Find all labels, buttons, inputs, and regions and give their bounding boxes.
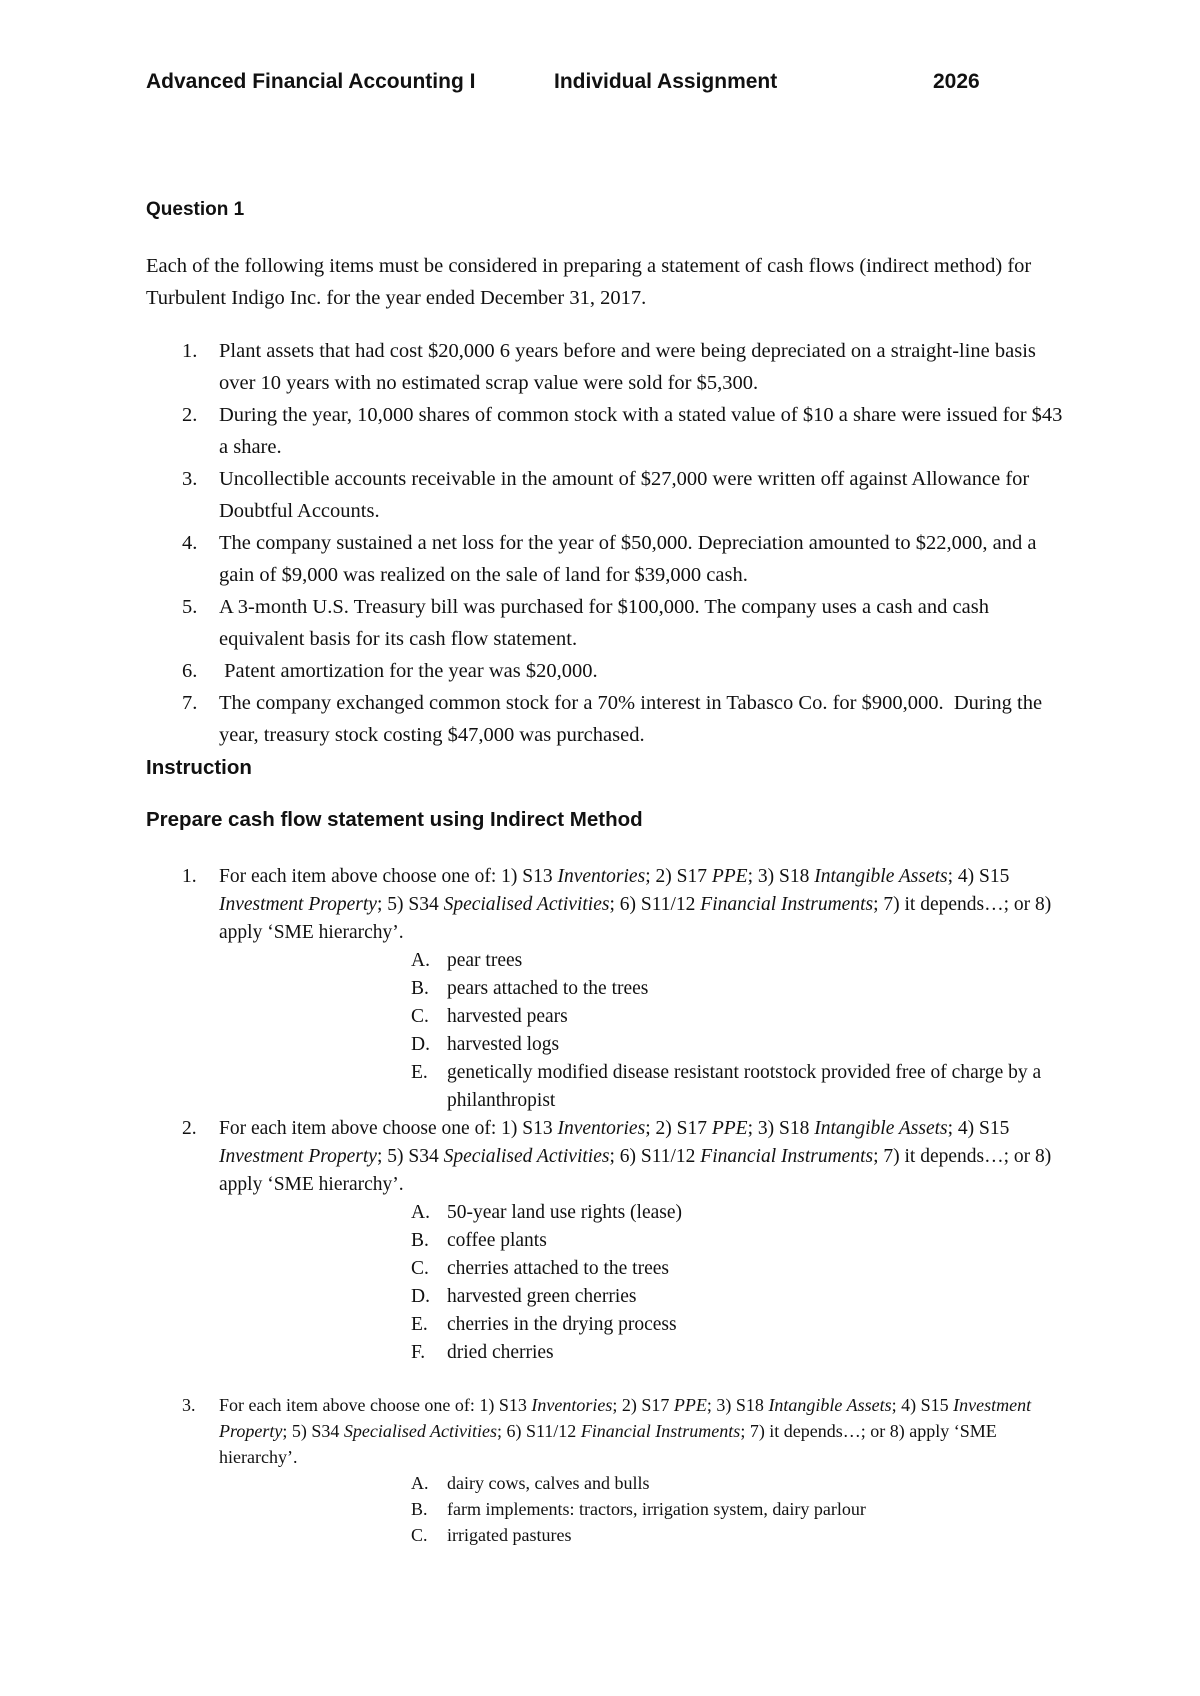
list-item: 3. Uncollectible accounts receivable in the amount of $27,000 were written off against Allowance for Doubtful Accounts. xyxy=(182,468,1030,522)
transaction-list xyxy=(146,335,1066,751)
instruction-heading: Prepare cash flow statement using Indirect Method xyxy=(146,808,643,831)
list-item: C. cherries attached to the trees xyxy=(411,1258,669,1279)
list-item: 2. During the year, 10,000 shares of common stock with a stated value of $10 a share were issued for $43 a share. xyxy=(182,404,1063,458)
list-item: 5. A 3-month U.S. Treasury bill was purchased for $100,000. The company uses a cash and cash equivalent basis for its cash flow statement. xyxy=(182,596,989,650)
sub-question-list xyxy=(146,863,1066,1367)
assignment-type: Individual Assignment xyxy=(554,70,778,93)
list-item: B. farm implements: tractors, irrigation system, dairy parlour xyxy=(411,1499,866,1519)
instruction-label: Instruction xyxy=(146,756,252,779)
list-item: D. harvested logs xyxy=(411,1034,560,1055)
list-item: 4. The company sustained a net loss for the year of $50,000. Depreciation amounted to $22,000, and a gain of $9,000 was realized on the sale of land for $39,000 cash. xyxy=(182,532,1037,586)
sub-question-1 xyxy=(146,863,1066,1115)
list-item: 6. Patent amortization for the year was $20,000. xyxy=(182,660,598,682)
list-item: C. irrigated pastures xyxy=(411,1525,572,1545)
list-item: A. pear trees xyxy=(411,950,523,971)
sub-question-3 xyxy=(146,1392,1066,1548)
list-item: F. dried cherries xyxy=(411,1342,554,1363)
list-item: E. genetically modified disease resistant rootstock provided free of charge by a philanthropist xyxy=(411,1062,1042,1111)
question-title: Question 1 xyxy=(146,199,245,220)
assignment-year: 2026 xyxy=(933,70,980,93)
list-item: B. coffee plants xyxy=(411,1230,547,1251)
question-intro: Each of the following items must be considered in preparing a statement of cash flows (indirect method) for Turbulent Indigo Inc. for the year ended December 31, 2017. xyxy=(146,255,1032,309)
list-item: D. harvested green cherries xyxy=(411,1286,637,1307)
list-item: 7. The company exchanged common stock for a 70% interest in Tabasco Co. for $900,000. During the year, treasury stock costing $47,000 was purchased. xyxy=(182,692,1048,746)
list-item: B. pears attached to the trees xyxy=(411,978,649,999)
list-item: 1. Plant assets that had cost $20,000 6 years before and were being depreciated on a straight-line basis over 10 years with no estimated scrap value were sold for $5,300. xyxy=(182,340,1036,394)
sub-question-2 xyxy=(146,1115,1066,1367)
list-item: A. dairy cows, calves and bulls xyxy=(411,1473,650,1493)
sub-question-prompt: 1. For each item above choose one of: 1) S13 Inventories; 2) S17 PPE; 3) S18 Intangible Assets; 4) S15 Investment Property; 5) S34 Specialised Activities; 6) S11/12 Financial Instruments; 7) it depends…; or 8) apply ‘SME hierarchy’. xyxy=(182,866,1052,943)
list-item: E. cherries in the drying process xyxy=(411,1314,677,1335)
list-item: A. 50-year land use rights (lease) xyxy=(411,1202,682,1223)
sub-question-prompt: 3. For each item above choose one of: 1) S13 Inventories; 2) S17 PPE; 3) S18 Intangible Assets; 4) S15 Investment Property; 5) S34 Specialised Activities; 6) S11/12 Financial Instruments; 7) it depends…; or 8) apply ‘SME hierarchy’. xyxy=(182,1395,1032,1467)
list-item: C. harvested pears xyxy=(411,1006,568,1027)
page-header xyxy=(146,70,1046,100)
sub-question-prompt: 2. For each item above choose one of: 1) S13 Inventories; 2) S17 PPE; 3) S18 Intangible Assets; 4) S15 Investment Property; 5) S34 Specialised Activities; 6) S11/12 Financial Instruments; 7) it depends…; or 8) apply ‘SME hierarchy’. xyxy=(182,1118,1052,1195)
course-title: Advanced Financial Accounting I xyxy=(146,70,476,93)
